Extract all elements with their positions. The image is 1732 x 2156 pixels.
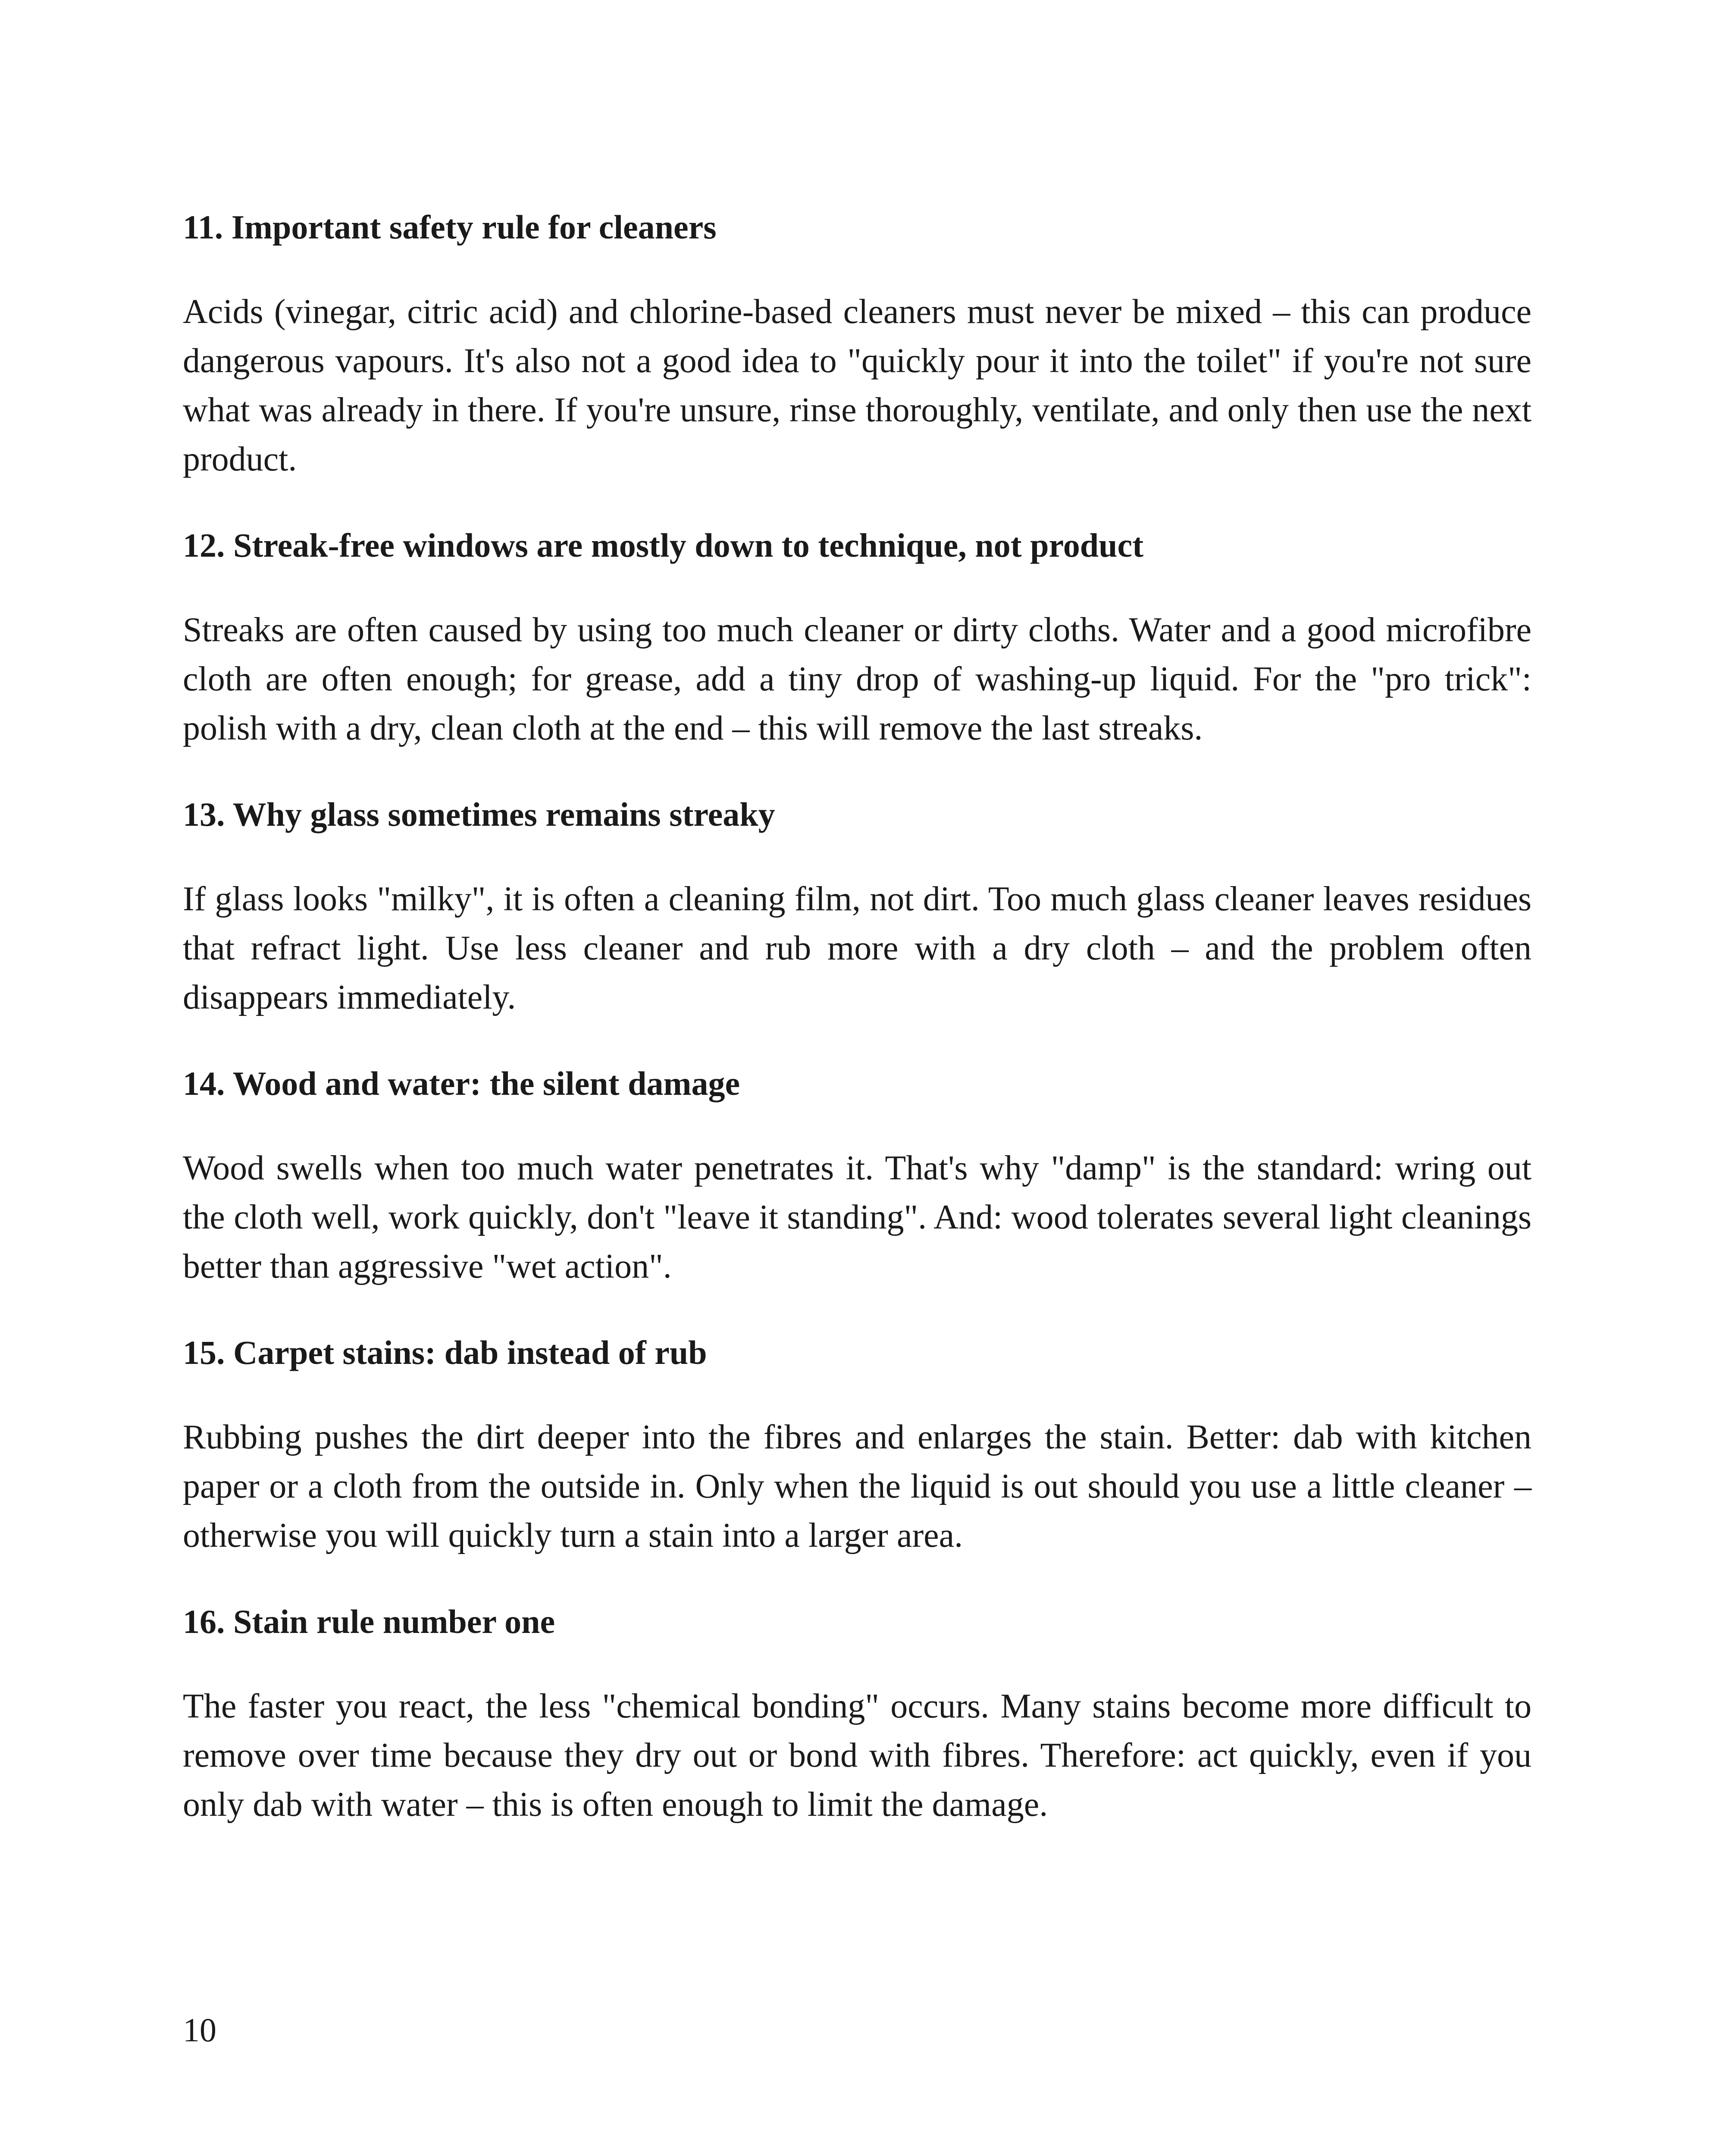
section-body: If glass looks "milky", it is often a cleaning film, not dirt. Too much glass cleaner leaves residues that refract light. Use less cleaner and rub more with a dry cloth – and the problem often disappears immediately. — [183, 880, 1532, 1016]
page-number: 10 — [183, 2011, 216, 2049]
section-heading: 16. Stain rule number one — [183, 1603, 555, 1640]
section-body: Wood swells when too much water penetrates it. That's why "damp" is the standard: wring out the cloth well, work quickly, don't "leave it standing". And: wood tolerates several light cleanings better than aggressive "wet action". — [183, 1149, 1532, 1285]
section-heading: 15. Carpet stains: dab instead of rub — [183, 1334, 707, 1371]
section-heading: 13. Why glass sometimes remains streaky — [183, 796, 775, 833]
section-body: The faster you react, the less "chemical bonding" occurs. Many stains become more difficult to remove over time because they dry out or bond with fibres. Therefore: act quickly, even if you only dab with water – this is often enough to limit the damage. — [183, 1687, 1532, 1824]
section-body: Rubbing pushes the dirt deeper into the fibres and enlarges the stain. Better: dab with kitchen paper or a cloth from the outside in. Only when the liquid is out should you use a little cleaner – otherwise you will quickly turn a stain into a larger area. — [183, 1418, 1532, 1554]
page-content — [183, 203, 1532, 1866]
section-body: Acids (vinegar, citric acid) and chlorine-based cleaners must never be mixed – this can produce dangerous vapours. It's also not a good idea to "quickly pour it into the toilet" if you're not sure what was already in there. If you're unsure, rinse thoroughly, ventilate, and only then use the next product. — [183, 293, 1532, 478]
section-heading: 12. Streak-free windows are mostly down to technique, not product — [183, 526, 1144, 564]
section-heading: 14. Wood and water: the silent damage — [183, 1065, 740, 1102]
section-body: Streaks are often caused by using too much cleaner or dirty cloths. Water and a good microfibre cloth are often enough; for grease, add a tiny drop of washing-up liquid. For the "pro trick": polish with a dry, clean cloth at the end – this will remove the last streaks. — [183, 611, 1532, 747]
section-heading: 11. Important safety rule for cleaners — [183, 208, 717, 246]
